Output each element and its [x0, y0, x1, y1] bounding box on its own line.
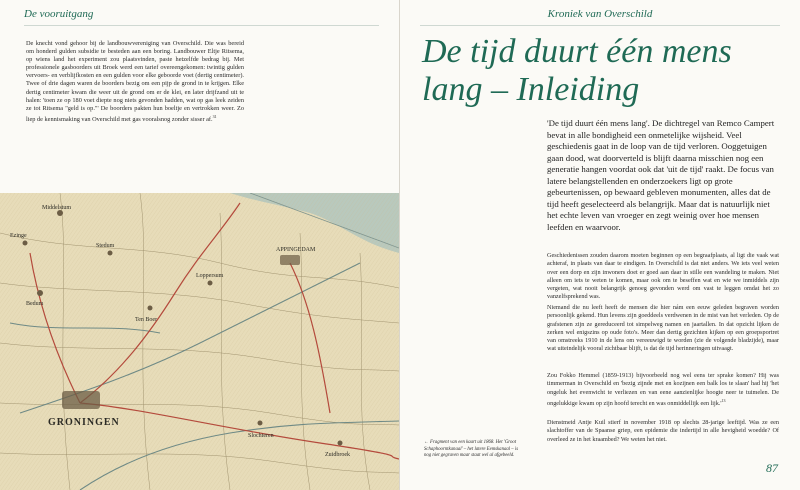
arrow-left-icon: ← — [424, 440, 429, 445]
map-illustration — [0, 193, 399, 490]
page-number: 87 — [766, 461, 778, 475]
map-caption-text: Fragment van een kaart uit 1868. Het 'Groot Schaphoorntkanaal' – het latere Eemskanaal – is nog niet gegraven maar staat wel al afgebeeld. — [424, 440, 519, 458]
historic-map — [0, 193, 399, 490]
left-body-paragraph: De knecht vond gehoor bij de landbouwvereniging van Overschild. Die was bereid om honderd gulden subsidie te besteden aan een boring. Landbouwer Eltje Ritsema, op wiens land het experiment zou plaatsvinden, paste hetzelfde bedrag bij. Met professionele gasboorders uit Broek werd een tarief overeengekomen: twintig gulden vervoers- en verblijfkosten en een gulden voor elke geboorde voet (dertig centimeter). Twee of drie dagen waren de boorders bezig om een pijp de grond in te krijgen. Elke dertig centimeter kwam die weer uit de grond om er de klei, en later drijfzand uit te halen: 'toen ze op 180 voet diepte nog niets gevonden hadden, wat op gas leek zeiden ze tot Ritsema "geld is op."' De boorders pakten hun boeltje en vertrokken weer. Zo liep de kennismaking van Overschild met gas vooralsnog zonder sisser af. — [26, 40, 244, 123]
map-label-appingedam: APPINGEDAM — [276, 247, 316, 253]
left-running-head: De vooruitgang — [24, 8, 94, 20]
body-paragraph-2: Niemand die nu leeft heeft de mensen die hier nám een eeuw geleden begraven worden persoonlijk gekend. Hun levens zijn goeddeels verdwenen in de mist van het verleden. Op de grafstenen zijn ze gereduceerd tot simpelweg namen en jaartallen. In dat opzicht lijken de zerken wel enigszins op oude foto's. Meer dan dertig gezichten kijken op een groepsportret van omstreeks 1910 in de lens om vereeuwigd te worden (zie de volgende bladzijde), maar wat uiteindelijk vooral zichtbaar blijft, is dat de tijd herinneringen uitvaagt. — [547, 304, 779, 353]
right-header-rule — [420, 25, 780, 26]
map-label-ezinge: Ezinge — [10, 233, 27, 239]
body-paragraph-3-text: Zou Fokko Hemmel (1859-1913) bijvoorbeeld nog wel eens ter sprake komen? Hij was timmerman in Overschild en 'bezig zijnde met en kozijnen een balk los te slaan' had hij 'het ongeluk het evenwicht te verliezen en van eene aanzienlijke hoogte neer te tuimelen. De ongelukkige kwam op zijn hoofd terecht en was onmiddellijk een lijk.' — [547, 372, 779, 407]
map-caption — [424, 440, 520, 460]
map-label-stedum: Stedum — [96, 243, 115, 249]
map-label-middelstum: Middelstum — [42, 205, 72, 211]
map-label-loppersum: Loppersum — [196, 273, 224, 279]
footnote-ref: 31 — [212, 113, 217, 119]
map-label-zuidbroek: Zuidbroek — [325, 452, 350, 458]
map-label-bedum: Bedum — [26, 301, 44, 307]
lead-paragraph: 'De tijd duurt één mens lang'. De dichtregel van Remco Campert bevat in alle bondigheid een onmetelijke wijsheid. Veel geschiedenis gaat in de loop van de tijd verloren. Ooggetuigen gaan dood, wat doorverteld is blijft daarna misschien nog een generatie hangen voordat ook dat 'uit de tijd' raakt. De focus van latere belangstellenden en onderzoekers ligt op grote gebeurtenissen, op bewaard gebleven monumenten, alles dat de tijd heeft geselecteerd als belangrijk. Maar dat is natuurlijk niet het echte leven van vroeger en zegt weinig over hoe mensen leefden en waarvoor. — [547, 118, 775, 232]
body-paragraph-1: Geschiedenissen zouden daarom moeten beginnen op een begraafplaats, al ligt die vaak wat achteraf, in plaats van daar te eindigen. In Overschild is dat niet anders. We iets veel weten over een dorp en zijn inwoners doet er goed aan daar in stille een wandeling te maken. Niet alleen om iets te weten te komen, maar ook om te beseffen wat en wie we inmiddels zijn vergeten, wat nooit belangrijk genoeg gevonden werd om vast te leggen omdat het zo vanzelfsprekend was. — [547, 252, 779, 301]
body-paragraph-4: Dienstmeid Antje Kuil stierf in november 1918 op slechts 28-jarige leeftijd. Was ze een slachtoffer van de Spaanse griep, een epidemie die indertijd in alle hevigheid woedde? Of overleed ze in het kraambed? We weten het niet. — [547, 419, 779, 443]
right-page — [400, 0, 800, 490]
footnote-ref-13: 13 — [721, 397, 726, 403]
body-paragraph-3 — [547, 372, 779, 408]
left-header-rule — [24, 25, 379, 26]
left-body-text — [26, 40, 244, 124]
map-label-ten-boer: Ten Boer — [135, 317, 158, 323]
right-running-head: Kroniek van Overschild — [547, 8, 653, 20]
chapter-title: De tijd duurt één mens lang – Inleiding — [422, 33, 732, 108]
map-label-slochteren: Slochteren — [248, 433, 274, 439]
map-label-groningen: GRONINGEN — [48, 417, 120, 428]
